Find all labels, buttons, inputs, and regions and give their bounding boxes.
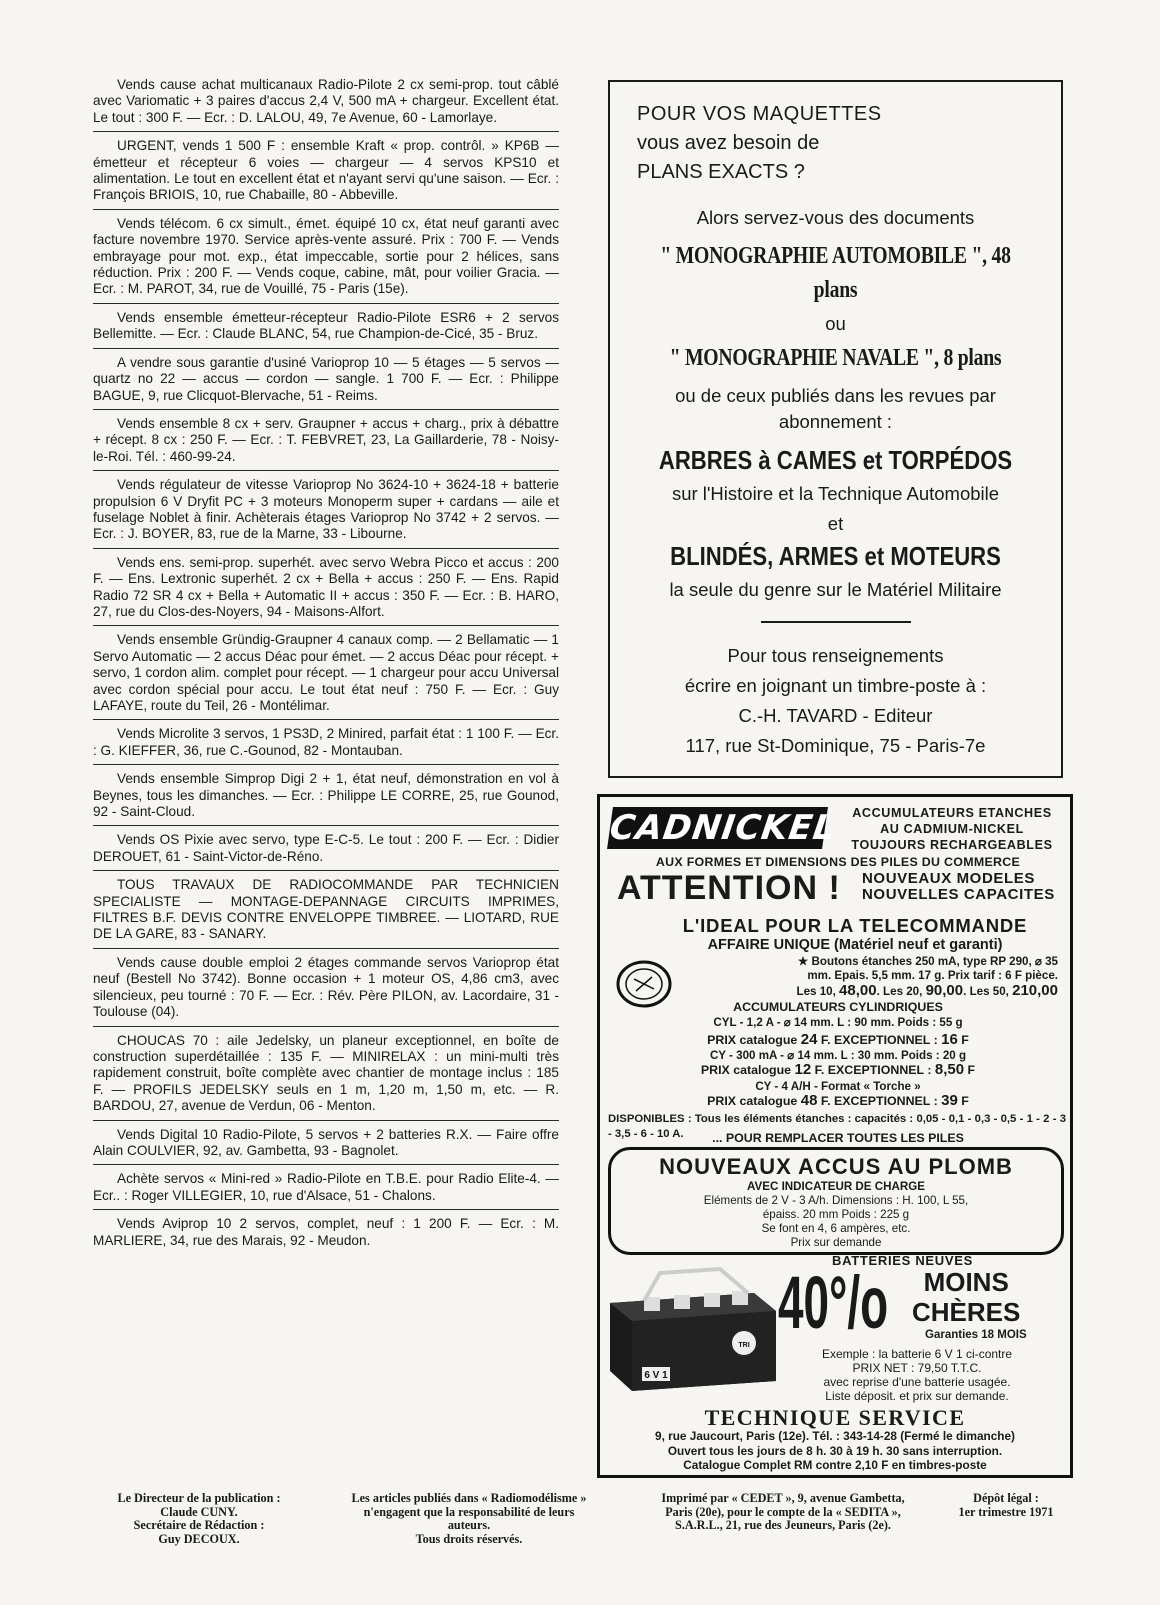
ideal-heading: L'IDEAL POUR LA TELECOMMANDE	[682, 915, 1028, 936]
plomb-line: AVEC INDICATEUR DE CHARGE	[747, 1180, 925, 1193]
plans-subheading: vous avez besoin de	[637, 132, 820, 154]
cy-spec: CY - 300 mA - ⌀ 14 mm. L : 30 mm. Poids : 20 g	[709, 1049, 967, 1062]
cadnickel-tagline	[836, 805, 1068, 853]
footer-line: Claude CUNY.	[160, 1504, 238, 1519]
classified-ad	[93, 1168, 559, 1210]
footer-line: S.A.R.L., 21, rue des Jeuneurs, Paris (2e).	[675, 1518, 891, 1533]
price-value: 8,50	[934, 1061, 965, 1078]
ad-text: TOUS TRAVAUX DE RADIOCOMMANDE PAR TECHNICIEN SPECIALISTE — MONTAGE-DEPANNAGE CIRCUITS IMPRIMES, FILTRES B.F. DEVIS CONTRE ENVELOPPE TIMBREE. — LIOTARD, RUE DE LA GARE, 83 - SANARY.	[93, 877, 559, 942]
footer-line: Imprimé par « CEDET », 9, avenue Gambetta,	[661, 1491, 905, 1505]
torche-price	[618, 1094, 1058, 1108]
ad-text: Vends cause double emploi 2 étages commande servos Varioprop état neuf (Bestell No 3742). Bonne occasion + 1 moteur OS, 4,86 cm3, avec silencieux, peu tourné : 70 F. — Ecr. : Rév. Père PILON, av. Lacordaire, 31 - Toulouse (04).	[93, 954, 559, 1020]
technique-service-title: TECHNIQUE SERVICE	[704, 1405, 966, 1430]
footer-director	[93, 1492, 305, 1546]
garantie: Garanties 18 MOIS	[925, 1329, 1027, 1341]
footer-line: Le Directeur de la publication :	[117, 1491, 281, 1505]
footer-line: 1er trimestre 1971	[958, 1504, 1054, 1519]
price-value: 90,00	[925, 981, 964, 999]
example-line: Liste déposit. et prix sur demande.	[825, 1389, 1009, 1403]
classified-ad	[93, 213, 559, 304]
example-line: avec reprise d'une batterie usagée.	[823, 1375, 1011, 1389]
price-value: 48,00	[839, 981, 877, 999]
price-text: PRIX catalogue	[707, 1033, 801, 1047]
price-text: PRIX catalogue	[707, 1094, 801, 1108]
moins-line: MOINS	[923, 1267, 1009, 1297]
batteries-neuves: BATTERIES NEUVES	[832, 1253, 973, 1268]
classified-ads-column	[93, 74, 559, 1257]
footer-line: Secrétaire de Rédaction :	[133, 1518, 265, 1533]
ad-text: A vendre sous garantie d'usiné Varioprop 10 — 5 étages — 5 servos — quartz no 22 — accus — cordon — sangle. 1 700 F. — Ecr. : Philippe BAGUE, 9, rue Clicquot-Blervache, 51 - Reims.	[93, 354, 559, 403]
ad-text: URGENT, vends 1 500 F : ensemble Kraft « prop. contrôl. » KP6B — émetteur et récepteur 6 voies — chargeur — 4 servos KPS10 et alimentation. Le tout en excellent état et n'ayant servi qu'une saison. — Ecr. : François BRIOIS, 10, rue Chabaille, 80 - Abbeville.	[93, 138, 559, 203]
cadnickel-logo: CADNICKEL	[607, 808, 839, 848]
footer-depot	[939, 1492, 1073, 1519]
plomb-line: Prix sur demande	[790, 1236, 882, 1249]
price-value: 16	[941, 1031, 958, 1048]
ad-text: Vends régulateur de vitesse Varioprop No 3624-10 + 3624-18 + batterie propulsion 6 V Dryfit PC + 3 moteurs Monoperm super + cardans — aile et fuselage Noblet à finir. Achèterais étages Varioprop No 3742 + 2 servos. — Ecr. : J. BOYER, 83, rue de la Marne, 33 - Libourne.	[93, 477, 559, 542]
classified-ad	[93, 952, 559, 1027]
price-line	[708, 981, 1058, 999]
detail-line: ★ Boutons étanches 250 mA, type RP 290, ⌀ 35	[797, 955, 1058, 968]
classified-ad	[93, 352, 559, 410]
price-text: F	[957, 1094, 969, 1108]
footer-line: auteurs.	[447, 1518, 491, 1533]
footer-line: Les articles publiés dans « Radiomodélisme »	[351, 1491, 587, 1505]
classified-ad	[93, 829, 559, 871]
plans-intro: Alors servez-vous des documents	[696, 207, 975, 228]
cylindriques-heading: ACCUMULATEURS CYLINDRIQUES	[733, 1000, 943, 1014]
plomb-line: Se font en 4, 6 ampères, etc.	[761, 1222, 911, 1235]
tagline-line: AU CADMIUM-NICKEL	[880, 822, 1024, 836]
arbres-cames-title: ARBRES à CAMES et TORPÉDOS	[658, 445, 1013, 475]
classified-ad	[93, 413, 559, 471]
monographie-automobile: " MONOGRAPHIE AUTOMOBILE ", 48 plans	[660, 243, 1011, 303]
ad-text: Vends cause achat multicanaux Radio-Pilote 2 cx semi-prop. tout câblé avec Variomatic + 3 paires d'accus 2,4 V, 500 mA + chargeur. Excellent état. Le tout : 300 F. — Ecr. : D. LALOU, 49, 7e Avenue, 60 - Lamorlaye.	[93, 77, 559, 125]
torche-spec: CY - 4 A/H - Format « Torche »	[755, 1080, 921, 1093]
classified-ad	[93, 874, 559, 949]
price-text: Les 10,	[796, 984, 840, 998]
contact-text: Pour tous renseignements	[727, 645, 944, 666]
battery-example	[782, 1347, 1052, 1403]
price-value: 210,00	[1012, 981, 1058, 999]
price-value: 24	[800, 1031, 818, 1048]
battery-label: 6 V 1	[644, 1370, 668, 1381]
footer-line: Dépôt légal :	[973, 1491, 1039, 1505]
price-value: 12	[794, 1061, 812, 1078]
ad-text: Vends Microlite 3 servos, 1 PS3D, 2 Minired, parfait état : 1 100 F. — Ecr. : G. KIEFFER, 36, rue C.-Gounod, 82 - Montauban.	[93, 726, 559, 758]
plomb-box	[608, 1147, 1064, 1255]
price-value: 48	[800, 1092, 818, 1109]
footer-line: n'engagent que la responsabilité de leurs	[363, 1504, 575, 1519]
nm-line: NOUVEAUX MODELES	[862, 870, 1035, 887]
ad-text: Vends ens. semi-prop. superhét. avec servo Webra Picco et accus : 200 F. — Ens. Lextronic superhét. 2 cx + Bella + accus : 250 F. — Ens. Rapid Radio 72 SR 4 cx + Bella + Automatic II + accus : 350 F. — Ecr. : B. HARO, 27, rue du Clos-des-Noyers, 94 - Maisons-Alfort.	[93, 554, 559, 619]
price-text: F. EXCEPTIONNEL :	[817, 1094, 942, 1108]
address-line: Ouvert tous les jours de 8 h. 30 à 19 h. 30 sans interruption.	[667, 1443, 1003, 1458]
boutons-details	[708, 955, 1058, 999]
nouveaux-modeles	[862, 871, 1055, 903]
price-text: . Les 20,	[876, 984, 926, 998]
example-line: Exemple : la batterie 6 V 1 ci-contre	[821, 1347, 1013, 1361]
monographie-navale: " MONOGRAPHIE NAVALE ", 8 plans	[669, 345, 1002, 371]
detail-line: mm. Epais. 5,5 mm. 17 g. Prix tarif : 6 F pièce.	[807, 969, 1058, 983]
plans-et: et	[827, 513, 844, 534]
classified-ad	[93, 135, 559, 210]
battery-illustration	[604, 1263, 780, 1393]
classified-ad	[93, 723, 559, 765]
classified-ad	[93, 1213, 559, 1254]
plans-ou: ou	[825, 313, 846, 334]
cheres-line: CHÈRES	[912, 1297, 1021, 1327]
tagline-line: ACCUMULATEURS ETANCHES	[852, 806, 1052, 820]
ad-text: Achète servos « Mini-red » Radio-Pilote en T.B.E. pour Radio Elite-4. — Ecr.. : Roger VILLEGIER, 10, rue d'Alsace, 51 - Chalons.	[93, 1171, 559, 1203]
plans-text: la seule du genre sur le Matériel Militaire	[669, 579, 1002, 600]
ad-text: Vends OS Pixie avec servo, type E-C-5. Le tout : 200 F. — Ecr. : Didier DEROUET, 61 - Saint-Victor-de-Réno.	[93, 832, 559, 864]
cyl-price	[618, 1033, 1058, 1047]
address-line: 9, rue Jaucourt, Paris (12e). Tél. : 343-14-28 (Fermé le dimanche)	[655, 1429, 1015, 1443]
publisher-address: 117, rue St-Dominique, 75 - Paris-7e	[685, 735, 986, 756]
plans-advertisement	[608, 80, 1063, 778]
blindes-title: BLINDÉS, ARMES et MOTEURS	[670, 541, 1001, 571]
plomb-line: Eléments de 2 V - 3 A/h. Dimensions : H. 100, L 55,	[703, 1194, 969, 1207]
cyl-spec: CYL - 1,2 A - ⌀ 14 mm. L : 90 mm. Poids : 55 g	[713, 1016, 963, 1029]
cy-price	[618, 1063, 1058, 1077]
classified-ad	[93, 552, 559, 627]
classified-ad	[93, 1124, 559, 1166]
contact-text: écrire en joignant un timbre-poste à :	[684, 675, 987, 696]
technique-service-address	[600, 1429, 1070, 1473]
ad-text: CHOUCAS 70 : aile Jedelsky, un planeur exceptionnel, en boîte de construction superdétaillée : 135 F. — MINIRELAX : un mini-multi très rapidement construit, boîte complète avec chantier de montage inclus : 185 F. — PROFILS JEDELSKY seuls en 1 m, 1,20 m, 1,50 m, etc. — R. BARDOU, 27, avenue de Verdun, 06 - Menton.	[93, 1032, 559, 1114]
pour-remplacer: ... POUR REMPLACER TOUTES LES PILES	[712, 1131, 964, 1145]
disponibles: DISPONIBLES : Tous les éléments étanches : capacités : 0,05 - 0,1 - 0,3 - 0,5 - 1 - 2 - 3 - 3,5 - 6 - 10 A.	[608, 1113, 1066, 1140]
price-text: F	[964, 1063, 976, 1077]
affaire-unique: AFFAIRE UNIQUE (Matériel neuf et garanti)	[707, 937, 1003, 953]
formes-line: AUX FORMES ET DIMENSIONS DES PILES DU COMMERCE	[655, 855, 1021, 869]
discount-percent: 40°/o	[778, 1261, 889, 1344]
plans-text: ou de ceux publiés dans les revues par	[675, 385, 996, 406]
battery-brand: TRI	[738, 1342, 750, 1349]
classified-ad	[93, 74, 559, 132]
footer-line: Paris (20e), pour le compte de la « SEDITA »,	[665, 1504, 901, 1519]
ad-text: Vends Aviprop 10 2 servos, complet, neuf : 1 200 F. — Ecr. : M. MARLIERE, 34, rue des Marais, 92 - Meudon.	[93, 1216, 559, 1248]
ad-text: Vends Digital 10 Radio-Pilote, 5 servos + 2 batteries R.X. — Faire offre Alain COULVIER, 92, av. Gambetta, 93 - Bagnolet.	[93, 1126, 559, 1158]
price-text: PRIX catalogue	[700, 1063, 795, 1077]
divider	[761, 621, 911, 623]
publisher-name: C.-H. TAVARD - Editeur	[738, 705, 933, 726]
price-text: F. EXCEPTIONNEL :	[817, 1033, 942, 1047]
plomb-heading: NOUVEAUX ACCUS AU PLOMB	[659, 1154, 1013, 1179]
ad-text: Vends ensemble 8 cx + serv. Graupner + accus + charg., prix à débattre + récept. 8 cx : 250 F. — Ecr. : T. FEBVRET, 23, La Gaillarderie, 78 - Noisy-le-Roi. Tél. : 460-99-24.	[93, 415, 559, 464]
ad-text: Vends ensemble émetteur-récepteur Radio-Pilote ESR6 + 2 servos Bellemitte. — Ecr. : Claude BLANC, 54, rue Champion-de-Cicé, 35 - Bruz.	[93, 309, 559, 342]
tagline-line: TOUJOURS RECHARGEABLES	[851, 838, 1053, 852]
moins-cheres	[912, 1267, 1020, 1327]
price-text: F	[957, 1033, 969, 1047]
footer-line: Tous droits réservés.	[415, 1531, 523, 1546]
footer-printer	[633, 1492, 933, 1533]
ad-text: Vends télécom. 6 cx simult., émet. équipé 10 cx, état neuf garanti avec facture novembre 1970. Service après-vente assuré. Prix : 700 F. — Vends embrayage pour mot. exp., état impeccable, sortie pour 2 hélices, sans réduction. Prix : 200 F. — Vends coque, cabine, mât, pour voilier Gracia. — Ecr. : M. PAROT, 34, rue de Vouillé, 75 - Paris (15e).	[93, 215, 559, 297]
classified-ad	[93, 474, 559, 549]
attention-heading: ATTENTION !	[617, 869, 841, 907]
plans-heading: POUR VOS MAQUETTES	[637, 103, 882, 125]
classified-ad	[93, 629, 559, 720]
price-text: F. EXCEPTIONNEL :	[811, 1063, 935, 1077]
price-text: . Les 50,	[963, 984, 1013, 998]
footer-rights	[313, 1492, 625, 1546]
nm-line: NOUVELLES CAPACITES	[862, 886, 1055, 903]
ad-text: Vends ensemble Gründig-Graupner 4 canaux comp. — 2 Bellamatic — 1 Servo Automatic — 2 accus Déac pour émet. — 2 accus Déac pour récept. + servo, 1 cordon alim. complet pour récept. — 1 chargeur pour accu Universal avec cordon spécial pour accu. Le tout état neuf : 750 F. — Ecr. : Guy LAFAYE, route du Teil, 26 - Montélimar.	[93, 632, 559, 713]
price-value: 39	[941, 1092, 958, 1109]
classified-ad	[93, 1030, 559, 1121]
ad-text: Vends ensemble Simprop Digi 2 + 1, état neuf, démonstration en vol à Beynes, tous les dimanches. — Ecr. : Philippe LE CORRE, 25, rue Gounod, 92 - Saint-Cloud.	[93, 771, 559, 820]
plomb-line: épaiss. 20 mm Poids : 225 g	[762, 1208, 910, 1221]
plans-text: abonnement :	[778, 411, 893, 432]
plans-text: sur l'Histoire et la Technique Automobile	[671, 483, 1000, 504]
footer-line: Guy DECOUX.	[158, 1531, 240, 1546]
classified-ad	[93, 768, 559, 826]
classified-ad	[93, 307, 559, 349]
cadnickel-advertisement	[597, 794, 1073, 1478]
example-line: PRIX NET : 79,50 T.T.C.	[852, 1361, 982, 1375]
address-line: Catalogue Complet RM contre 2,10 F en timbres-poste	[683, 1458, 987, 1472]
plans-question: PLANS EXACTS ?	[637, 161, 805, 183]
